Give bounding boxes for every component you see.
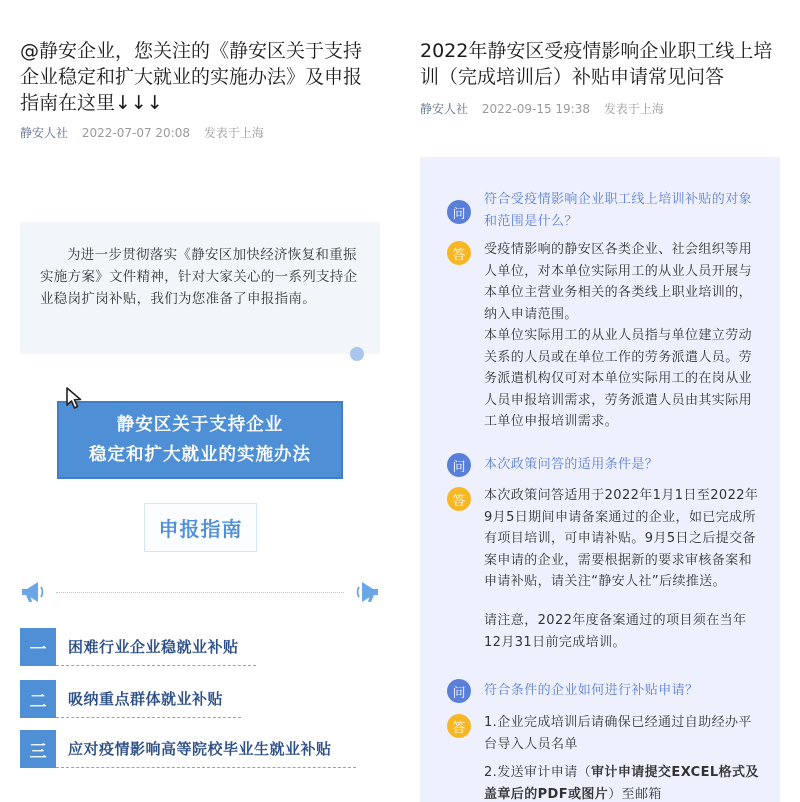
author-link[interactable]: 静安人社 [20, 126, 69, 140]
megaphone-icon [20, 578, 46, 606]
article-meta [420, 100, 664, 117]
subsidy-item-1[interactable] [20, 628, 260, 666]
article-title: 2022年静安区受疫情影响企业职工线上培训（完成培训后）补贴申请常见问答 [420, 40, 773, 88]
answer-badge-icon: 答 [447, 487, 471, 511]
megaphone-icon [354, 578, 380, 606]
answer-3-bold-text: 审计申请提交EXCEL格式及盖章后的PDF或图片 [484, 765, 759, 802]
publish-date: 2022-07-07 20:08 [81, 126, 190, 140]
item-label: 应对疫情影响高等院校毕业生就业补贴 [68, 740, 332, 758]
policy-button-line2: 稳定和扩大就业的实施办法 [89, 445, 311, 465]
question-1: 符合受疫情影响企业职工线上培训补贴的对象和范围是什么？ [484, 192, 753, 229]
guide-button[interactable]: 申报指南 [144, 503, 257, 552]
answer-2-paragraph-2: 请注意，2022年度备案通过的项目须在当年12月31日前完成培训。 [484, 613, 747, 650]
item-label: 吸纳重点群体就业补贴 [68, 690, 224, 708]
subsidy-item-2[interactable] [20, 680, 242, 718]
answer-3-paragraph-1: 1.企业完成培训后请确保已经通过自助经办平台导入人员名单 [484, 715, 752, 752]
intro-text: 为进一步贯彻落实《静安区加快经济恢复和重振实施方案》文件精神，针对大家关心的一系列支持企业稳岗扩岗补贴，我们为您准备了申报指南。 [40, 247, 358, 307]
item-number: 一 [20, 628, 56, 666]
answer-3-paragraph-2 [484, 762, 759, 802]
policy-button[interactable] [57, 401, 343, 479]
answer-badge-icon: 答 [447, 241, 471, 265]
article-meta [20, 124, 264, 141]
section-divider [20, 578, 380, 608]
qa-panel [420, 157, 780, 802]
pointer-cursor-icon [64, 386, 86, 412]
answer-1-paragraph-1: 受疫情影响的静安区各类企业、社会组织等用人单位，对本单位实际用工的从业人员开展与本单位主营业务相关的各类线上职业培训的，纳入申请范围。 [484, 242, 753, 322]
author-link[interactable]: 静安人社 [420, 102, 469, 116]
answer-badge-icon: 答 [447, 714, 471, 738]
question-badge-icon: 问 [447, 453, 471, 477]
question-2: 本次政策问答的适用条件是？ [484, 457, 659, 472]
item-underline [56, 665, 256, 666]
policy-button-line1: 静安区关于支持企业 [116, 415, 284, 435]
item-underline [56, 767, 356, 768]
answer-3-text-end: ）至邮箱 [608, 786, 662, 802]
question-badge-icon: 问 [447, 679, 471, 703]
publish-location: 发表于上海 [603, 102, 664, 116]
intro-box [20, 222, 380, 354]
decorative-dot [350, 347, 364, 361]
item-underline [56, 717, 241, 718]
item-label: 困难行业企业稳就业补贴 [68, 638, 239, 656]
item-number: 二 [20, 680, 56, 718]
answer-1-paragraph-2: 本单位实际用工的从业人员指与单位建立劳动关系的人员或在单位工作的劳务派遣人员。劳务派遣机构仅可对本单位实际用工的在岗从业人员申报培训需求，劳务派遣人员由其实际用工单位申报培训需求。 [484, 328, 753, 429]
item-number: 三 [20, 730, 56, 768]
right-article [400, 0, 800, 802]
article-title: @静安企业，您关注的《静安区关于支持企业稳定和扩大就业的实施办法》及申报指南在这里↓↓↓ [20, 40, 363, 114]
publish-location: 发表于上海 [203, 126, 264, 140]
dotted-line [56, 592, 344, 593]
subsidy-item-3[interactable] [20, 730, 358, 768]
answer-2-paragraph-1: 本次政策问答适用于2022年1月1日至2022年9月5日期间申请备案通过的企业，如已完成所有项目培训，可申请补贴。9月5日之后提交备案申请的企业，需要根据新的要求审核备案和申请补贴，请关注“静安人社”后续推送。 [484, 488, 759, 589]
publish-date: 2022-09-15 19:38 [481, 102, 590, 116]
question-3: 符合条件的企业如何进行补贴申请？ [484, 683, 699, 698]
question-badge-icon: 问 [447, 200, 471, 224]
answer-3-text-start: 2.发送审计申请（ [484, 765, 592, 780]
